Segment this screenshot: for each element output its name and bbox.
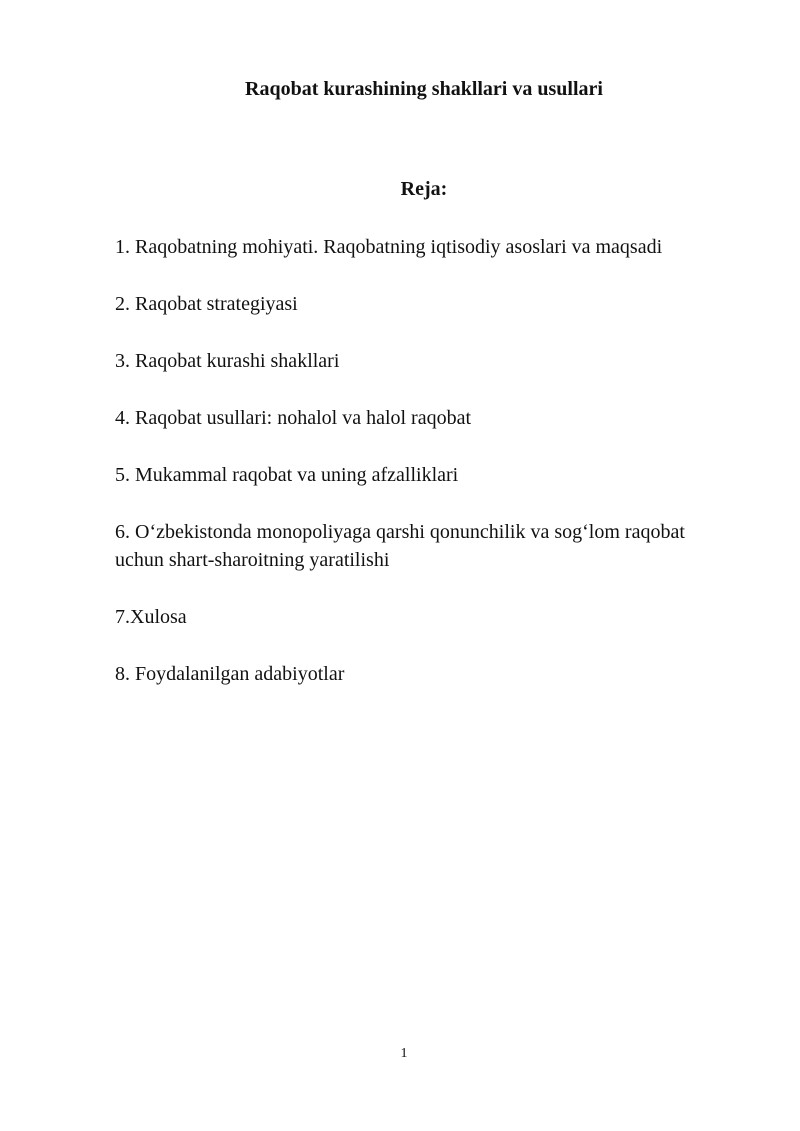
plan-item: 3. Raqobat kurashi shakllari (115, 350, 340, 372)
plan-item: 6. O‘zbekistonda monopoliyaga qarshi qonunchilik va sog‘lom raqobat uchun shart-sharoitning yaratilishi (115, 521, 685, 571)
page-number: 1 (400, 1046, 408, 1061)
plan-item: 1. Raqobatning mohiyati. Raqobatning iqtisodiy asoslari va maqsadi (115, 236, 663, 258)
plan-item: 5. Mukammal raqobat va uning afzalliklari (115, 464, 459, 486)
plan-heading: Reja: (400, 178, 448, 200)
plan-item: 4. Raqobat usullari: nohalol va halol raqobat (115, 407, 472, 429)
document-title: Raqobat kurashining shakllari va usullari (245, 78, 603, 100)
plan-item: 2. Raqobat strategiyasi (115, 293, 298, 315)
plan-item: 7.Xulosa (115, 606, 187, 628)
plan-list (115, 233, 735, 717)
plan-item: 8. Foydalanilgan adabiyotlar (115, 663, 345, 685)
